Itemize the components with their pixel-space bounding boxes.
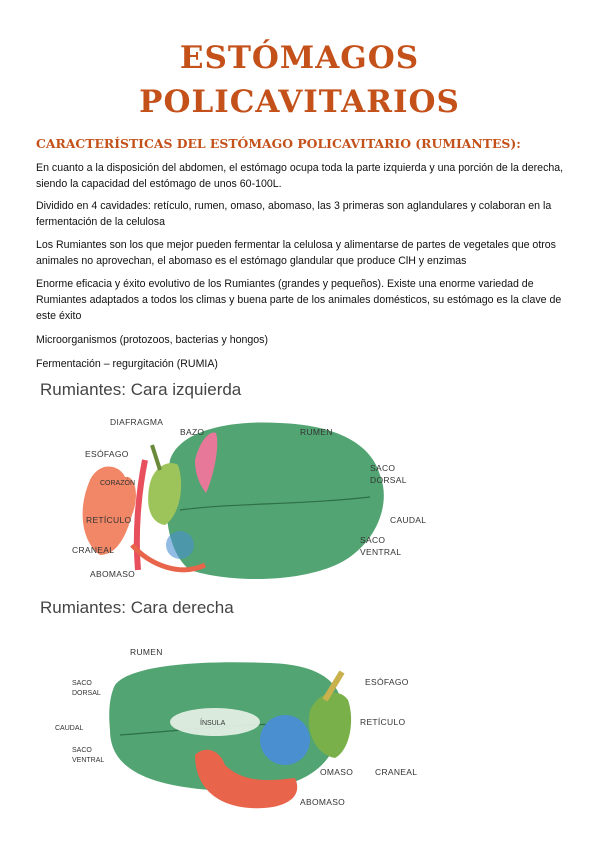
paragraph-microorganismos: Microorganismos (protozoos, bacterias y hongos) [36, 334, 268, 346]
figure-right-diagram [30, 630, 470, 840]
label-saco-ventral-1: SACO [72, 747, 92, 754]
label-omaso: OMASO [320, 767, 354, 777]
label-corazon: CORAZÓN [100, 480, 135, 487]
label-saco-dorsal-1: SACO [370, 463, 396, 473]
label-diafragma: DIAFRAGMA [110, 417, 164, 427]
paragraph-celulosa: Los Rumiantes son los que mejor pueden fermentar la celulosa y alimentarse de partes de vegetales que otros animales no aprovechan, el abomaso es el estómago glandular que produce ClH y enzimas [36, 239, 556, 267]
label-saco-dorsal-2: DORSAL [72, 690, 101, 697]
figure-left-heading: Rumiantes: Cara izquierda [40, 380, 242, 399]
rumen-shape [166, 422, 384, 579]
label-caudal: CAUDAL [390, 515, 427, 525]
label-bazo: BAZO [180, 427, 205, 437]
title-line-1: ESTÓMAGOS [179, 40, 420, 76]
section-subtitle: CARACTERÍSTICAS DEL ESTÓMAGO POLICAVITARIO (RUMIANTES): [36, 136, 521, 151]
label-saco-ventral-2: VENTRAL [72, 757, 105, 764]
label-insula: ÍNSULA [200, 720, 226, 727]
paragraph-cavidades: Dividido en 4 cavidades: retículo, rumen, omaso, abomaso, las 3 primeras son aglandulares y colaboran en la fermentación de la celulosa [36, 200, 552, 228]
paragraph-eficacia: Enorme eficacia y éxito evolutivo de los Rumiantes (grandes y pequeños). Existe una enorme variedad de Rumiantes adaptados a todos los climas y buena parte de los animales domésticos, su estómago es la clave de este éxito [36, 278, 562, 322]
label-abomaso: ABOMASO [90, 569, 136, 579]
figure-right-heading: Rumiantes: Cara derecha [40, 598, 234, 617]
label-craneal: CRANEAL [72, 545, 115, 555]
paragraph-rumia: Fermentación – regurgitación (RUMIA) [36, 358, 218, 370]
esofago-shape [152, 445, 160, 470]
label-craneal: CRANEAL [375, 767, 418, 777]
omaso-shape [260, 715, 310, 765]
label-saco-ventral-2: VENTRAL [360, 547, 402, 557]
label-saco-dorsal-1: SACO [72, 680, 92, 687]
title-line-2: POLICAVITARIOS [139, 84, 460, 120]
label-reticulo: RETÍCULO [360, 717, 406, 727]
label-abomaso: ABOMASO [300, 797, 346, 807]
figure-left-diagram [30, 405, 450, 595]
label-saco-ventral-1: SACO [360, 535, 386, 545]
label-reticulo: RETÍCULO [86, 515, 132, 525]
label-saco-dorsal-2: DORSAL [370, 475, 407, 485]
label-rumen: RUMEN [300, 427, 333, 437]
label-rumen: RUMEN [130, 647, 163, 657]
label-caudal: CAUDAL [55, 725, 84, 732]
label-esofago: ESÓFAGO [365, 677, 409, 687]
label-esofago: ESÓFAGO [85, 449, 129, 459]
paragraph-disposicion: En cuanto a la disposición del abdomen, el estómago ocupa toda la parte izquierda y una porción de la derecha, siendo la capacidad del estómago de unos 60-100L. [36, 162, 564, 190]
